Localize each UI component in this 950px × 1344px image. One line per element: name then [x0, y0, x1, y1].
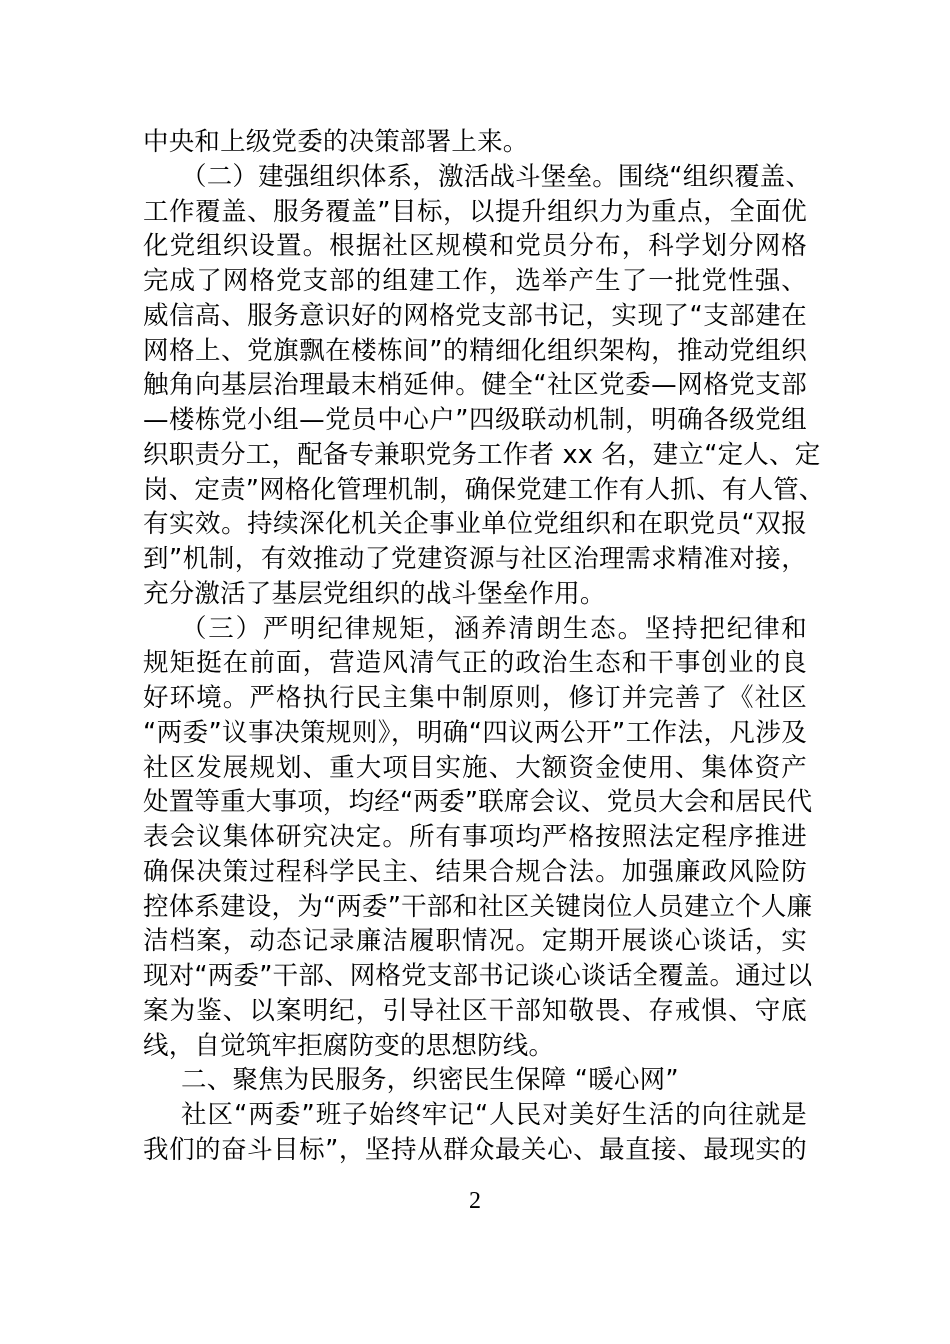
text-line: 工作覆盖、服务覆盖”目标，以提升组织力为重点，全面优 — [143, 196, 807, 227]
text-line: 完成了网格党支部的组建工作，选举产生了一批党性强、 — [143, 266, 807, 296]
document-body — [143, 125, 825, 1168]
text-line: 化党组织设置。根据社区规模和党员分布，科学划分网格 — [143, 231, 807, 262]
text-line: 织职责分工，配备专兼职党务工作者 xx 名，建立“定人、定 — [143, 439, 821, 470]
text-line: 社区“两委”班子始终牢记“人民对美好生活的向往就是 — [181, 1100, 807, 1130]
text-line: （二）建强组织体系，激活战斗堡垒。围绕“组织覆盖、 — [181, 161, 812, 192]
text-line: 线，自觉筑牢拒腐防变的思想防线。 — [143, 1030, 555, 1061]
text-line: 二、聚焦为民服务，织密民生保障 “暖心网” — [181, 1065, 679, 1096]
text-line: 控体系建设，为“两委”干部和社区关键岗位人员建立个人廉 — [143, 891, 813, 922]
text-line: 现对“两委”干部、网格党支部书记谈心谈话全覆盖。通过以 — [143, 961, 813, 991]
text-line: 处置等重大事项，均经“两委”联席会议、党员大会和居民代 — [143, 787, 813, 818]
text-line: 好环境。严格执行民主集中制原则，修订并完善了《社区 — [143, 683, 807, 713]
text-line: 网格上、党旗飘在楼栋间”的精细化组织架构，推动党组织 — [143, 335, 807, 366]
text-line: 到”机制，有效推动了党建资源与社区治理需求精准对接， — [143, 544, 807, 574]
text-line: 案为鉴、以案明纪，引导社区干部知敬畏、存戒惧、守底 — [143, 995, 807, 1026]
text-line: （三）严明纪律规矩，涵养清朗生态。坚持把纪律和 — [181, 613, 807, 644]
text-line: 确保决策过程科学民主、结果合规合法。加强廉政风险防 — [143, 856, 807, 887]
text-line: —楼栋党小组—党员中心户”四级联动机制，明确各级党组 — [143, 405, 807, 435]
text-line: 触角向基层治理最末梢延伸。健全“社区党委—网格党支部 — [143, 370, 807, 401]
text-line: 岗、定责”网格化管理机制，确保党建工作有人抓、有人管、 — [143, 474, 825, 505]
text-line: 有实效。持续深化机关企事业单位党组织和在职党员“双报 — [143, 509, 807, 540]
text-line: 威信高、服务意识好的网格党支部书记，实现了“支部建在 — [143, 300, 807, 331]
text-line: 充分激活了基层党组织的战斗堡垒作用。 — [143, 578, 606, 609]
text-line: 社区发展规划、重大项目实施、大额资金使用、集体资产 — [143, 752, 807, 783]
text-line: 我们的奋斗目标”，坚持从群众最关心、最直接、最现实的 — [143, 1134, 807, 1165]
text-line: 表会议集体研究决定。所有事项均严格按照法定程序推进 — [143, 822, 807, 852]
text-line: 中央和上级党委的决策部署上来。 — [143, 127, 529, 157]
text-line: 洁档案，动态记录廉洁履职情况。定期开展谈心谈话，实 — [143, 926, 807, 957]
text-line: 规矩挺在前面，营造风清气正的政治生态和干事创业的良 — [143, 648, 807, 679]
page-number: 2 — [469, 1188, 481, 1214]
text-line: “两委”议事决策规则》，明确“四议两公开”工作法，凡涉及 — [143, 717, 807, 748]
